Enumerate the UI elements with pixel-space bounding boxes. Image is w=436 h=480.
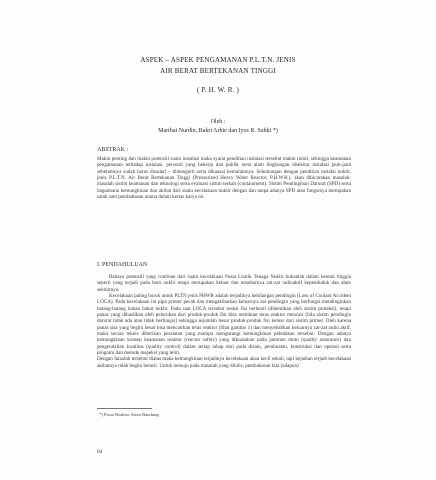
intro-paragraph-2: Kecelakaan paling buruk untuk PLTN jenis PHWR adalah terjadinya kehilangan pendingin (Loss of Coolant Accident LOCA). Pada kecelakaan ini pipa primer pecah dan mengakibatkan keluarnya zat pendingin yang berfungsi mendinginkan batang-batang bahan bakar nuklir. Pada saat LOCA tersebut reaksi fisi berhenti (dihentikan oleh sistim proteksi), tetapi panas yang dihasilkan oleh peluruhan dari produk-produk fisi bisa membuat teras reaktor mencair (bila sistim pendingin darurat tidak ada atau tidak berfungsi) sehingga sejumlah besar produk-produk fisi keluar dari sistim primer. Oleh karena panas sisa yang begitu besar bisa mencairkan teras reaktor (lihat gambar 1) dan menyebabkan keluarnya zat-zat radio aktif, maka secara teknis diberikan peralatan yang mampu mengurangi kemungkinan peledakan tersebut. Dengan adanya kemungkinan konsep keamanan reaktor (reactor safety) yang dikuasakan pada jaminan mutu (quality assurance) dan pengendalian kwalitas (quality control) dalam setiap tahap dari pada disain, pembuatan, konstruksi dan operasi serta program dan metode inspeksi yang teliti.: [97, 293, 351, 357]
author-list: Marthai Nurdin, Bakri Arbie dan Iyos R. Subki *): [158, 128, 278, 134]
page-number: 84: [97, 449, 103, 455]
footnote: *) Pusat Reaktor Atom Bandung.: [99, 412, 160, 417]
intro-paragraph-1: Bahaya potensiil yang continue dari suatu kecelakaan Pusat Listrik Tenaga Nuklir bukanlah dalam bentuk tinggia seperti yang terjadi pada bom nuklir tetapi merupakan keluar dan tersebarnya zat-zat radioaktif kependuduk dan alam sekitarnya.: [97, 274, 351, 293]
paper-title-line-1: ASPEK – ASPEK PENGAMANAN P.L.T.N. JENIS: [140, 56, 296, 64]
intro-paragraph-3: Dengan falsafah tersebut diatas maka kemungkinan terjadinya kecelakaan akan kecil sekali, tapi kejadian terjadi kecelakaan akibatnya tidak begitu berarti. Untuk menuju pada masalah yang ditulis, pembahasan kita (adapun): [97, 356, 351, 369]
by-label: Oleh :: [210, 119, 226, 125]
paper-title-abbreviation: ( P. H. W. R. ): [196, 86, 240, 94]
section-heading: I. PENDAHULUAN: [97, 262, 148, 268]
footnote-divider: [97, 408, 152, 409]
paper-title-line-2: AIR BERAT BERTEKANAN TINGGI: [160, 67, 276, 75]
abstract-heading: ABSTRAK :: [97, 147, 129, 153]
abstract-paragraph: Makin penting dan makin potensiil suatu instalasi maka syarat penditian instalasi tersebut makin rumit, sehingga keamanan pengamanan terhadap instalasi, personil yang bekerja dan publik serta alam lingkungan disekitar instalasi jauh-jauh sebelumnya sudah harus disadari – dimengerti serta dikuasai kemulainnya. Sehubungan dengan penditian instalai nuklir, jenis P.L.T.N. Air Berat Bertekanan Tinggi (Pressurized Heavy Water Reactor, P.H.W.R.), akan dibicarakan masalah-masalah sistim keamanan dan teknologi serta evaluasi sistim terkait (containment). Sistim Pendinginan Darurat (SPD) serta bagaimana kemungkinan dan akibat dari suatu kecelakaan nuklir dengan dan tanpa adanya SPD atau fungsinya merupakan salah satu pembahasan utama dalam kertas karya ini.: [97, 156, 351, 201]
abstract-text: [97, 156, 351, 200]
introduction-text: [97, 274, 351, 369]
